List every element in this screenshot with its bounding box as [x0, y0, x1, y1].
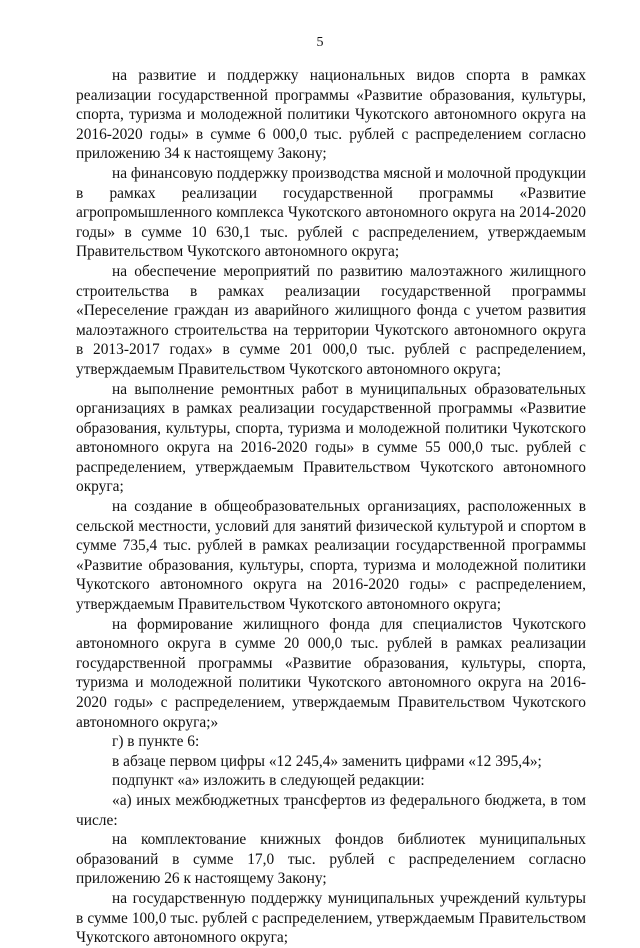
paragraph: «а) иных межбюджетных трансфертов из федерального бюджета, в том числе:: [76, 791, 586, 829]
paragraph: на развитие и поддержку национальных видов спорта в рамках реализации государственной программы «Развитие образования, культуры, спорта, туризма и молодежной политики Чукотского автономного округа на 2016-2020 годы» в сумме 6 000,0 тыс. рублей с распределением согласно приложению 34 к настоящему Закону;: [76, 67, 586, 163]
paragraph: на государственную поддержку муниципальных учреждений культуры в сумме 100,0 тыс. рублей с распределением, утверждаемым Правительством Чукотского автономного округа;: [76, 889, 586, 947]
paragraph: на выполнение ремонтных работ в муниципальных образовательных организациях в рамках реализации государственной программы «Развитие образования, культуры, спорта, туризма и молодежной политики Чукотского автономного округа на 2016-2020 годы» в сумме 55 000,0 тыс. рублей с распределением, утверждаемым Правительством Чукотского автономного округа;: [76, 380, 586, 496]
paragraph: подпункт «а» изложить в следующей редакции:: [112, 772, 425, 790]
paragraph: на формирование жилищного фонда для специалистов Чукотского автономного округа в сумме 20 000,0 тыс. рублей в рамках реализации государственной программы «Развитие образования, культуры, спорта, туризма и молодежной политики Чукотского автономного округа на 2016-2020 годы» с распределением, утверждаемым Правительством Чукотского автономного округа;»: [76, 615, 586, 731]
paragraph: на финансовую поддержку производства мясной и молочной продукции в рамках реализации государственной программы «Развитие агропромышленного комплекса Чукотского автономного округа на 2014-2020 годы» в сумме 10 630,1 тыс. рублей с распределением, утверждаемым Правительством Чукотского автономного округа;: [76, 164, 586, 261]
page-number: 5: [316, 35, 324, 50]
paragraph: г) в пункте 6:: [112, 733, 200, 751]
paragraph: на создание в общеобразовательных организациях, расположенных в сельской местности, условий для занятий физической культурой и спортом в сумме 735,4 тыс. рублей в рамках реализации государственной программы «Развитие образования, культуры, спорта, туризма и молодежной политики Чукотского автономного округа на 2016-2020 годы» с распределением, утверждаемым Правительством Чукотского автономного округа;: [76, 498, 586, 614]
paragraph: в абзаце первом цифры «12 245,4» заменить цифрами «12 395,4»;: [112, 752, 542, 770]
paragraph: на комплектование книжных фондов библиотек муниципальных образований в сумме 17,0 тыс. рублей с распределением согласно приложению 26 к настоящему Закону;: [76, 831, 586, 888]
document-body: [76, 66, 586, 948]
paragraph: на обеспечение мероприятий по развитию малоэтажного жилищного строительства в рамках реализации государственной программы «Переселение граждан из аварийного жилищного фонда с учетом развития малоэтажного строительства на территории Чукотского автономного округа в 2013-2017 годах» в сумме 201 000,0 тыс. рублей с распределением, утверждаемым Правительством Чукотского автономного округа;: [76, 262, 586, 378]
